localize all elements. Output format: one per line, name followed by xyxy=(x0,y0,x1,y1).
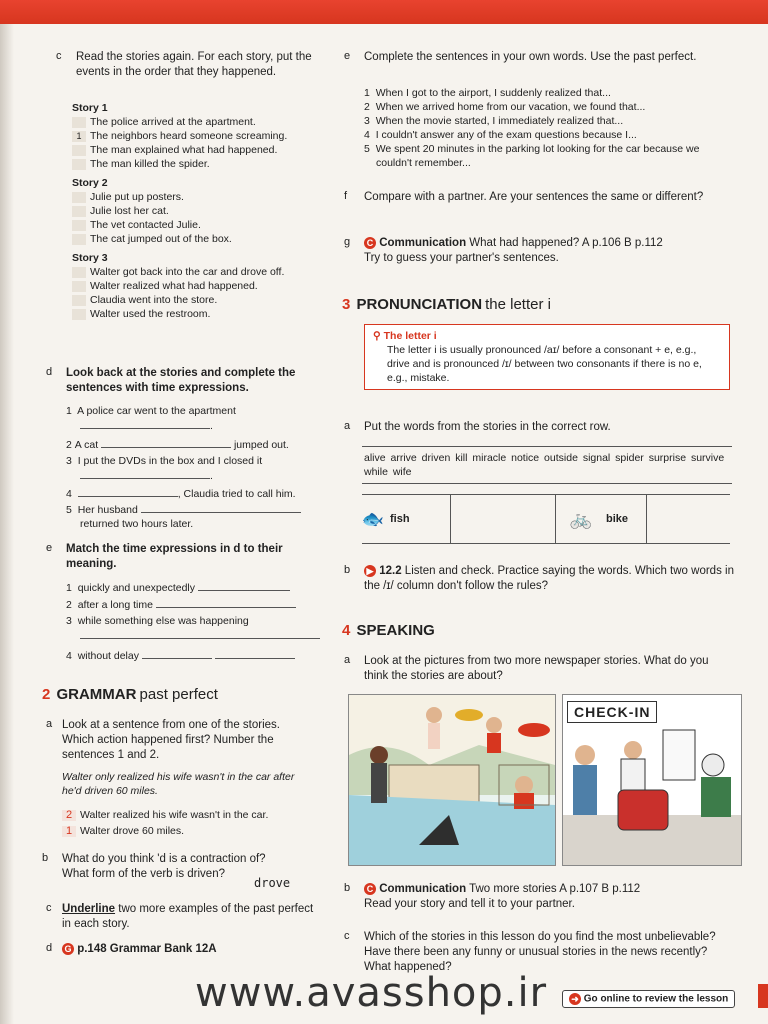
grammar-c-instruction: Underline two more examples of the past perfect in each story. xyxy=(62,903,314,930)
search-icon: ⚲ xyxy=(373,330,381,342)
list-item: 1 When I got to the airport, I suddenly realized that... xyxy=(364,87,611,99)
sentence-item: 5 Her husband returned two hours later. xyxy=(66,502,346,531)
exercise-e-instruction: Complete the sentences in your own words. Use the past perfect. xyxy=(364,51,697,63)
order-box[interactable] xyxy=(72,309,86,320)
row-label-fish: fish xyxy=(390,513,410,525)
order-box[interactable] xyxy=(72,295,86,306)
match-item: 1 quickly and unexpectedly xyxy=(66,580,346,595)
pron-b-instruction: ▶ 12.2 Listen and check. Practice saying the words. Which two words in the /ɪ/ column don't follow the rules? xyxy=(364,565,734,592)
rule-box-text: The letter i is usually pronounced /aɪ/ before a consonant + e, e.g., drive and is pronounced /ɪ/ between two consonants if there is no e, e.g., mistake. xyxy=(387,344,702,384)
row-label-bike: bike xyxy=(606,513,629,525)
order-box[interactable] xyxy=(72,117,86,128)
match-item: 2 after a long time xyxy=(66,597,346,612)
match-item: 3 while something else was happening xyxy=(66,614,346,643)
answer-blank[interactable] xyxy=(142,648,212,659)
communication-g[interactable]: C Communication What had happened? A p.106 B p.112 Try to guess your partner's sentences. xyxy=(364,237,663,264)
story-title: Story 1 xyxy=(72,102,108,114)
answer-blank[interactable] xyxy=(198,580,290,591)
event-item: The cat jumped out of the box. xyxy=(72,232,332,246)
exercise-letter: g xyxy=(344,236,351,248)
event-item: Walter used the restroom. xyxy=(72,307,332,321)
order-box[interactable] xyxy=(72,267,86,278)
story-list xyxy=(72,101,332,321)
section-heading: 2 GRAMMAR past perfect xyxy=(42,686,218,703)
answer-blank[interactable] xyxy=(215,648,295,659)
sentence-item: 3 I put the DVDs in the box and I closed it . xyxy=(66,455,263,482)
list-item: 4 I couldn't answer any of the exam questions because I... xyxy=(364,129,637,141)
audio-icon[interactable]: ▶ xyxy=(364,565,376,577)
event-item: The police arrived at the apartment. xyxy=(72,115,332,129)
bike-icon: 🚲 xyxy=(555,495,606,543)
story-title: Story 2 xyxy=(72,177,108,189)
page-tab xyxy=(758,984,768,1008)
event-item: Julie put up posters. xyxy=(72,190,332,204)
answer-blank[interactable] xyxy=(141,502,301,513)
order-box[interactable] xyxy=(72,145,86,156)
page-gutter xyxy=(0,24,14,1024)
event-item: Walter got back into the car and drove off. xyxy=(72,265,332,279)
list-item: 5 We spent 20 minutes in the parking lot looking for the car because we couldn't remember... xyxy=(364,143,700,169)
word-bank: alive arrive driven kill miracle notice outside signal spider surprise survive while wife xyxy=(362,446,732,484)
answer-item: 1 Walter drove 60 miles. xyxy=(62,824,332,838)
example-sentence: Walter only realized his wife wasn't in the car after he'd driven 60 miles. xyxy=(62,771,295,797)
exercise-letter: b xyxy=(344,564,351,576)
order-box[interactable] xyxy=(72,206,86,217)
speaking-a-instruction: Look at the pictures from two more newspaper stories. What do you think the stories are about? xyxy=(364,655,709,682)
story-title: Story 3 xyxy=(72,252,108,264)
event-item: Walter realized what had happened. xyxy=(72,279,332,293)
grammar-a-instruction: Look at a sentence from one of the stories. Which action happened first? Number the sentences 1 and 2. xyxy=(62,719,280,761)
rule-box-title: ⚲ The letter i xyxy=(373,330,437,342)
exercise-d-instruction: Look back at the stories and complete the sentences with time expressions. xyxy=(66,367,296,394)
answer-blank[interactable] xyxy=(80,468,210,479)
exercise-letter: d xyxy=(46,942,53,954)
fish-icon: 🐟 xyxy=(361,508,385,529)
section-heading: 3 PRONUNCIATION the letter i xyxy=(342,296,551,313)
answer-blank[interactable] xyxy=(78,486,178,497)
answer-blank[interactable] xyxy=(80,418,210,429)
exercise-letter: c xyxy=(344,930,350,942)
exercise-letter: a xyxy=(46,718,53,730)
check-in-illustration xyxy=(562,694,742,866)
event-item: The man killed the spider. xyxy=(72,157,332,171)
top-banner xyxy=(0,0,768,24)
exercise-letter: d xyxy=(46,366,53,378)
exercise-letter: b xyxy=(42,852,49,864)
exercise-letter: c xyxy=(56,50,62,62)
exercise-letter: e xyxy=(344,50,351,62)
go-online-button[interactable]: ➜ Go online to review the lesson xyxy=(562,990,735,1008)
sentence-item: 4 , Claudia tried to call him. xyxy=(66,488,296,500)
match-item: 4 without delay xyxy=(66,648,346,663)
sentence-item: 1 A police car went to the apartment . xyxy=(66,405,236,432)
communication-b[interactable]: C Communication Two more stories A p.107 B p.112 Read your story and tell it to your partner. xyxy=(364,883,641,910)
answer-item: 2 Walter realized his wife wasn't in the car. xyxy=(62,808,332,822)
sentence-list xyxy=(364,86,714,170)
exercise-f-instruction: Compare with a partner. Are your sentences the same or different? xyxy=(364,191,704,203)
arrow-icon: ➜ xyxy=(569,993,581,1005)
order-box[interactable] xyxy=(72,159,86,170)
bike-answer-cell[interactable] xyxy=(646,495,730,543)
exercise-c-instruction: Read the stories again. For each story, put the events in the order that they happened. xyxy=(76,51,312,78)
list-item: 2 When we arrived home from our vacation, we found that... xyxy=(364,101,646,113)
exercise-letter: e xyxy=(46,542,53,554)
order-box[interactable]: 1 xyxy=(72,131,86,142)
order-box[interactable] xyxy=(72,281,86,292)
check-in-sign: CHECK-IN xyxy=(567,701,657,723)
event-item: The vet contacted Julie. xyxy=(72,218,332,232)
handwritten-answer: drove xyxy=(254,876,291,890)
exercise-letter: a xyxy=(344,420,351,432)
event-item: The man explained what had happened. xyxy=(72,143,332,157)
communication-icon: C xyxy=(364,237,376,249)
answer-blank[interactable] xyxy=(101,437,231,448)
event-item: Claudia went into the store. xyxy=(72,293,332,307)
communication-icon: C xyxy=(364,883,376,895)
exercise-letter: f xyxy=(344,190,348,202)
exercise-e-instruction: Match the time expressions in d to their meaning. xyxy=(66,543,283,570)
list-item: 3 When the movie started, I immediately realized that... xyxy=(364,115,624,127)
order-box[interactable] xyxy=(72,234,86,245)
answer-blank[interactable] xyxy=(156,597,296,608)
speaking-c-instruction: Which of the stories in this lesson do you find the most unbelievable? Have there been any funny or unusual stories in the news recently? What happened? xyxy=(364,931,716,973)
grammar-icon: G xyxy=(62,943,74,955)
exercise-letter: c xyxy=(46,902,52,914)
answer-blank[interactable] xyxy=(80,628,320,639)
sound-table xyxy=(362,494,730,544)
order-box[interactable] xyxy=(72,220,86,231)
pron-a-instruction: Put the words from the stories in the correct row. xyxy=(364,421,611,433)
event-item: 1 The neighbors heard someone screaming. xyxy=(72,129,332,143)
rule-box xyxy=(364,324,730,390)
event-item: Julie lost her cat. xyxy=(72,204,332,218)
grammar-bank-link[interactable]: G p.148 Grammar Bank 12A xyxy=(62,942,322,957)
grammar-b-question: What do you think 'd is a contraction of? What form of the verb is driven? xyxy=(62,853,266,880)
watermark: www.avasshop.ir xyxy=(195,970,548,1016)
beach-shark-illustration xyxy=(348,694,556,866)
section-heading: 4 SPEAKING xyxy=(342,622,435,639)
order-box[interactable] xyxy=(72,192,86,203)
exercise-letter: b xyxy=(344,882,351,894)
sentence-item: 2 A cat jumped out. xyxy=(66,439,289,451)
exercise-letter: a xyxy=(344,654,351,666)
fish-answer-cell[interactable] xyxy=(450,495,555,543)
